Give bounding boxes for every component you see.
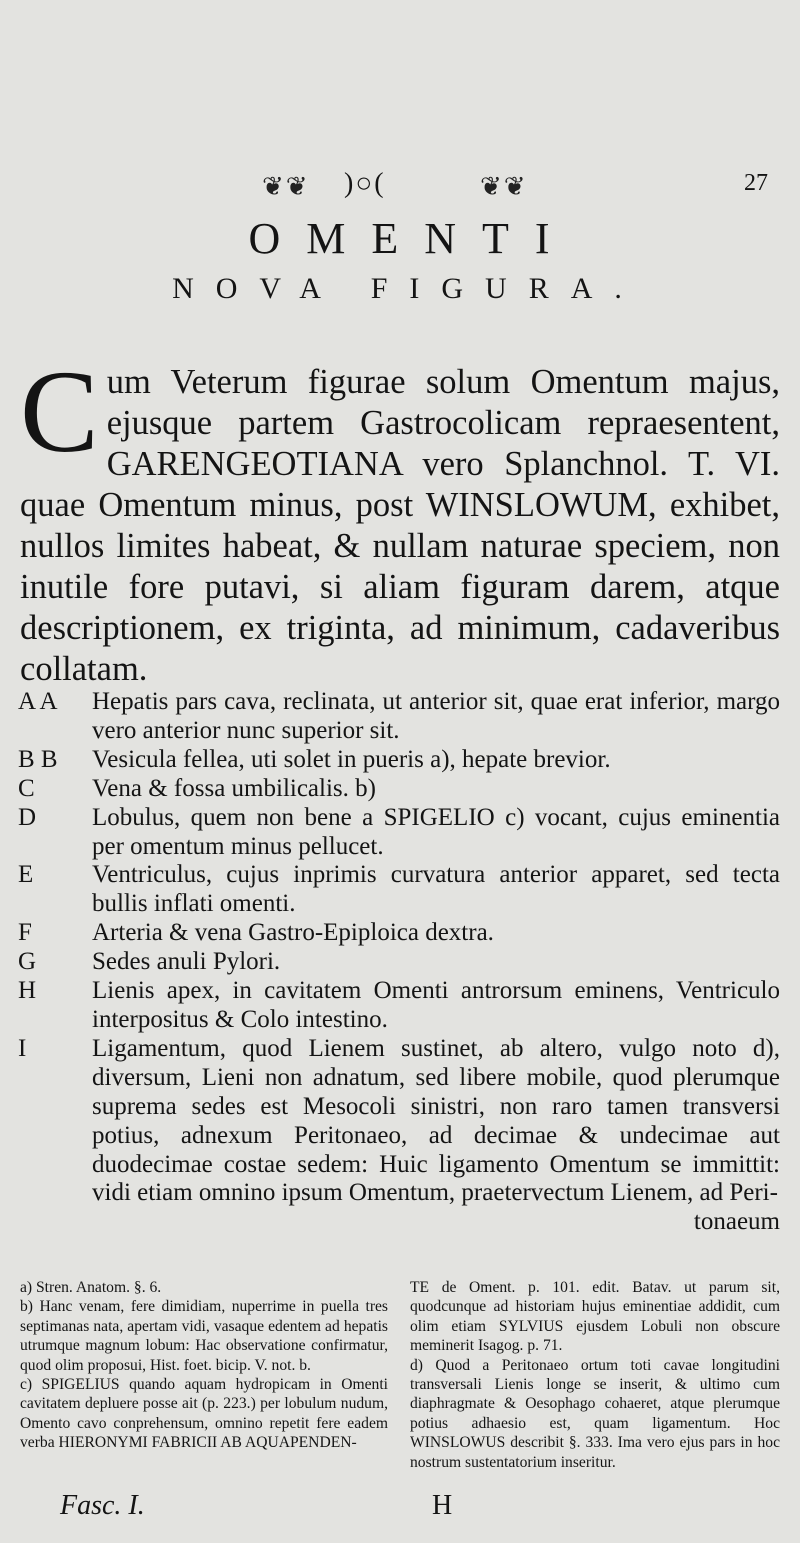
footnotes-right [410, 1278, 780, 1472]
legend-item [18, 977, 780, 1035]
legend-text: Vena & fossa umbilicalis. b) [92, 774, 376, 802]
legend-item [18, 746, 780, 775]
legend-text: Ligamentum, quod Lienem sustinet, ab altero, vulgo noto d), diversum, Lieni non adnatum, sed libere mobile, quod plerumque suprema sedes est Mesocoli sinistri, non raro tamen transversi potius, adnexum Peritonaeo, ad decimae & undecimae aut duodecimae costae sedem: Huic ligamento Omentum se immittit: vidi etiam omnino ipsum Omentum, praetervectum Lienem, ad Peri- [92, 1034, 780, 1207]
running-head [0, 168, 800, 204]
legend-key: C [18, 774, 35, 802]
legend-key: H [18, 977, 37, 1005]
legend-key: E [18, 861, 34, 889]
footnote: TE de Oment. p. 101. edit. Batav. ut parum sit, quodcunque ad historiam hujus eminentiae addidit, cum olim etiam SYLVIUS ejusdem Lobuli non obscure meminerit Isagog. p. 71. [410, 1279, 780, 1355]
legend-key: G [18, 948, 37, 976]
legend-key: F [18, 919, 32, 947]
legend-text: Sedes anuli Pylori. [92, 948, 281, 976]
right-ornament-icon: ❦❦ [480, 172, 528, 201]
legend-key: B B [18, 745, 58, 773]
legend-text: Lienis apex, in cavitatem Omenti antrorsum eminens, Ventriculo interpositus & Colo intestino. [92, 977, 780, 1033]
footnotes-left [20, 1278, 388, 1453]
intro-paragraph [20, 346, 780, 690]
drop-cap: C [20, 346, 99, 477]
legend-item [18, 919, 780, 948]
legend-item [18, 775, 780, 804]
figure-legend [18, 688, 780, 1237]
legend-key: I [18, 1034, 27, 1062]
legend-item [18, 804, 780, 862]
left-ornament-icon: ❦❦ [262, 172, 310, 201]
page-number: 27 [744, 170, 768, 196]
footnote: d) Quod a Peritonaeo ortum toti cavae longitudini transversali Lienis longe se inserit, & ultimo cum diaphragmate & Oesophago cohaeret, atque plerumque potius adhaesio est, quam ligamentum. Hoc WINSLOWUS describit §. 333. Ima vero ejus pars in hoc nostrum sustentatorium inseritur. [410, 1356, 780, 1471]
legend-key: A A [18, 688, 58, 715]
intro-text: um Veterum figurae solum Omentum majus, ejusque partem Gastrocolicam repraesentent, GARENGEOTIANA vero Splanchnol. T. VI. quae Omentum minus, post WINSLOWUM, exhibet, nullos limites habeat, & nullam naturae speciem, non inutile fore putavi, si aliam figuram darem, atque descriptionem, ex triginta, ad minimum, cadaveribus collatam. [20, 363, 780, 688]
page-subtitle: NOVA FIGURA. [172, 272, 644, 305]
legend-text: Vesicula fellea, uti solet in pueris a), hepate brevior. [92, 745, 611, 773]
center-mark: )○( [344, 168, 386, 199]
footnote: b) Hanc venam, fere dimidiam, nuperrime in puella tres septimanas nata, apertam vidi, vasaque edentem ad hepatis utrumque magnum lobum: Hac observatione confirmatur, quod olim proposui, Hist. foet. bicip. V. not. b. [20, 1298, 388, 1374]
catchword: tonaeum [693, 1208, 780, 1236]
legend-item [18, 861, 780, 919]
signature-mark: Fasc. I. [60, 1490, 145, 1521]
legend-item [18, 1035, 780, 1208]
legend-text: Lobulus, quem non bene a SPIGELIO c) vocant, cujus eminentia per omentum minus pellucet. [92, 803, 780, 860]
legend-text: Arteria & vena Gastro-Epiploica dextra. [92, 919, 494, 947]
legend-text: Ventriculus, cujus inprimis curvatura anterior apparet, sed tecta bullis inflati omenti. [92, 861, 780, 918]
footnote: a) Stren. Anatom. §. 6. [20, 1279, 162, 1296]
footnote: c) SPIGELIUS quando aquam hydropicam in Omenti cavitatem depluere posse ait (p. 223.) per lobulum nudum, Omento cavo conprehensum, omnino repetit fere eadem verba HIERONYMI FABRICII AB AQUAPENDEN- [20, 1376, 388, 1452]
gathering-mark: H [432, 1490, 453, 1521]
page-title: OMENTI [248, 214, 576, 263]
legend-item [18, 688, 780, 746]
legend-key: D [18, 803, 37, 831]
legend-item [18, 948, 780, 977]
legend-text: Hepatis pars cava, reclinata, ut anterior sit, quae erat inferior, margo vero anterior nunc superior sit. [92, 688, 780, 744]
